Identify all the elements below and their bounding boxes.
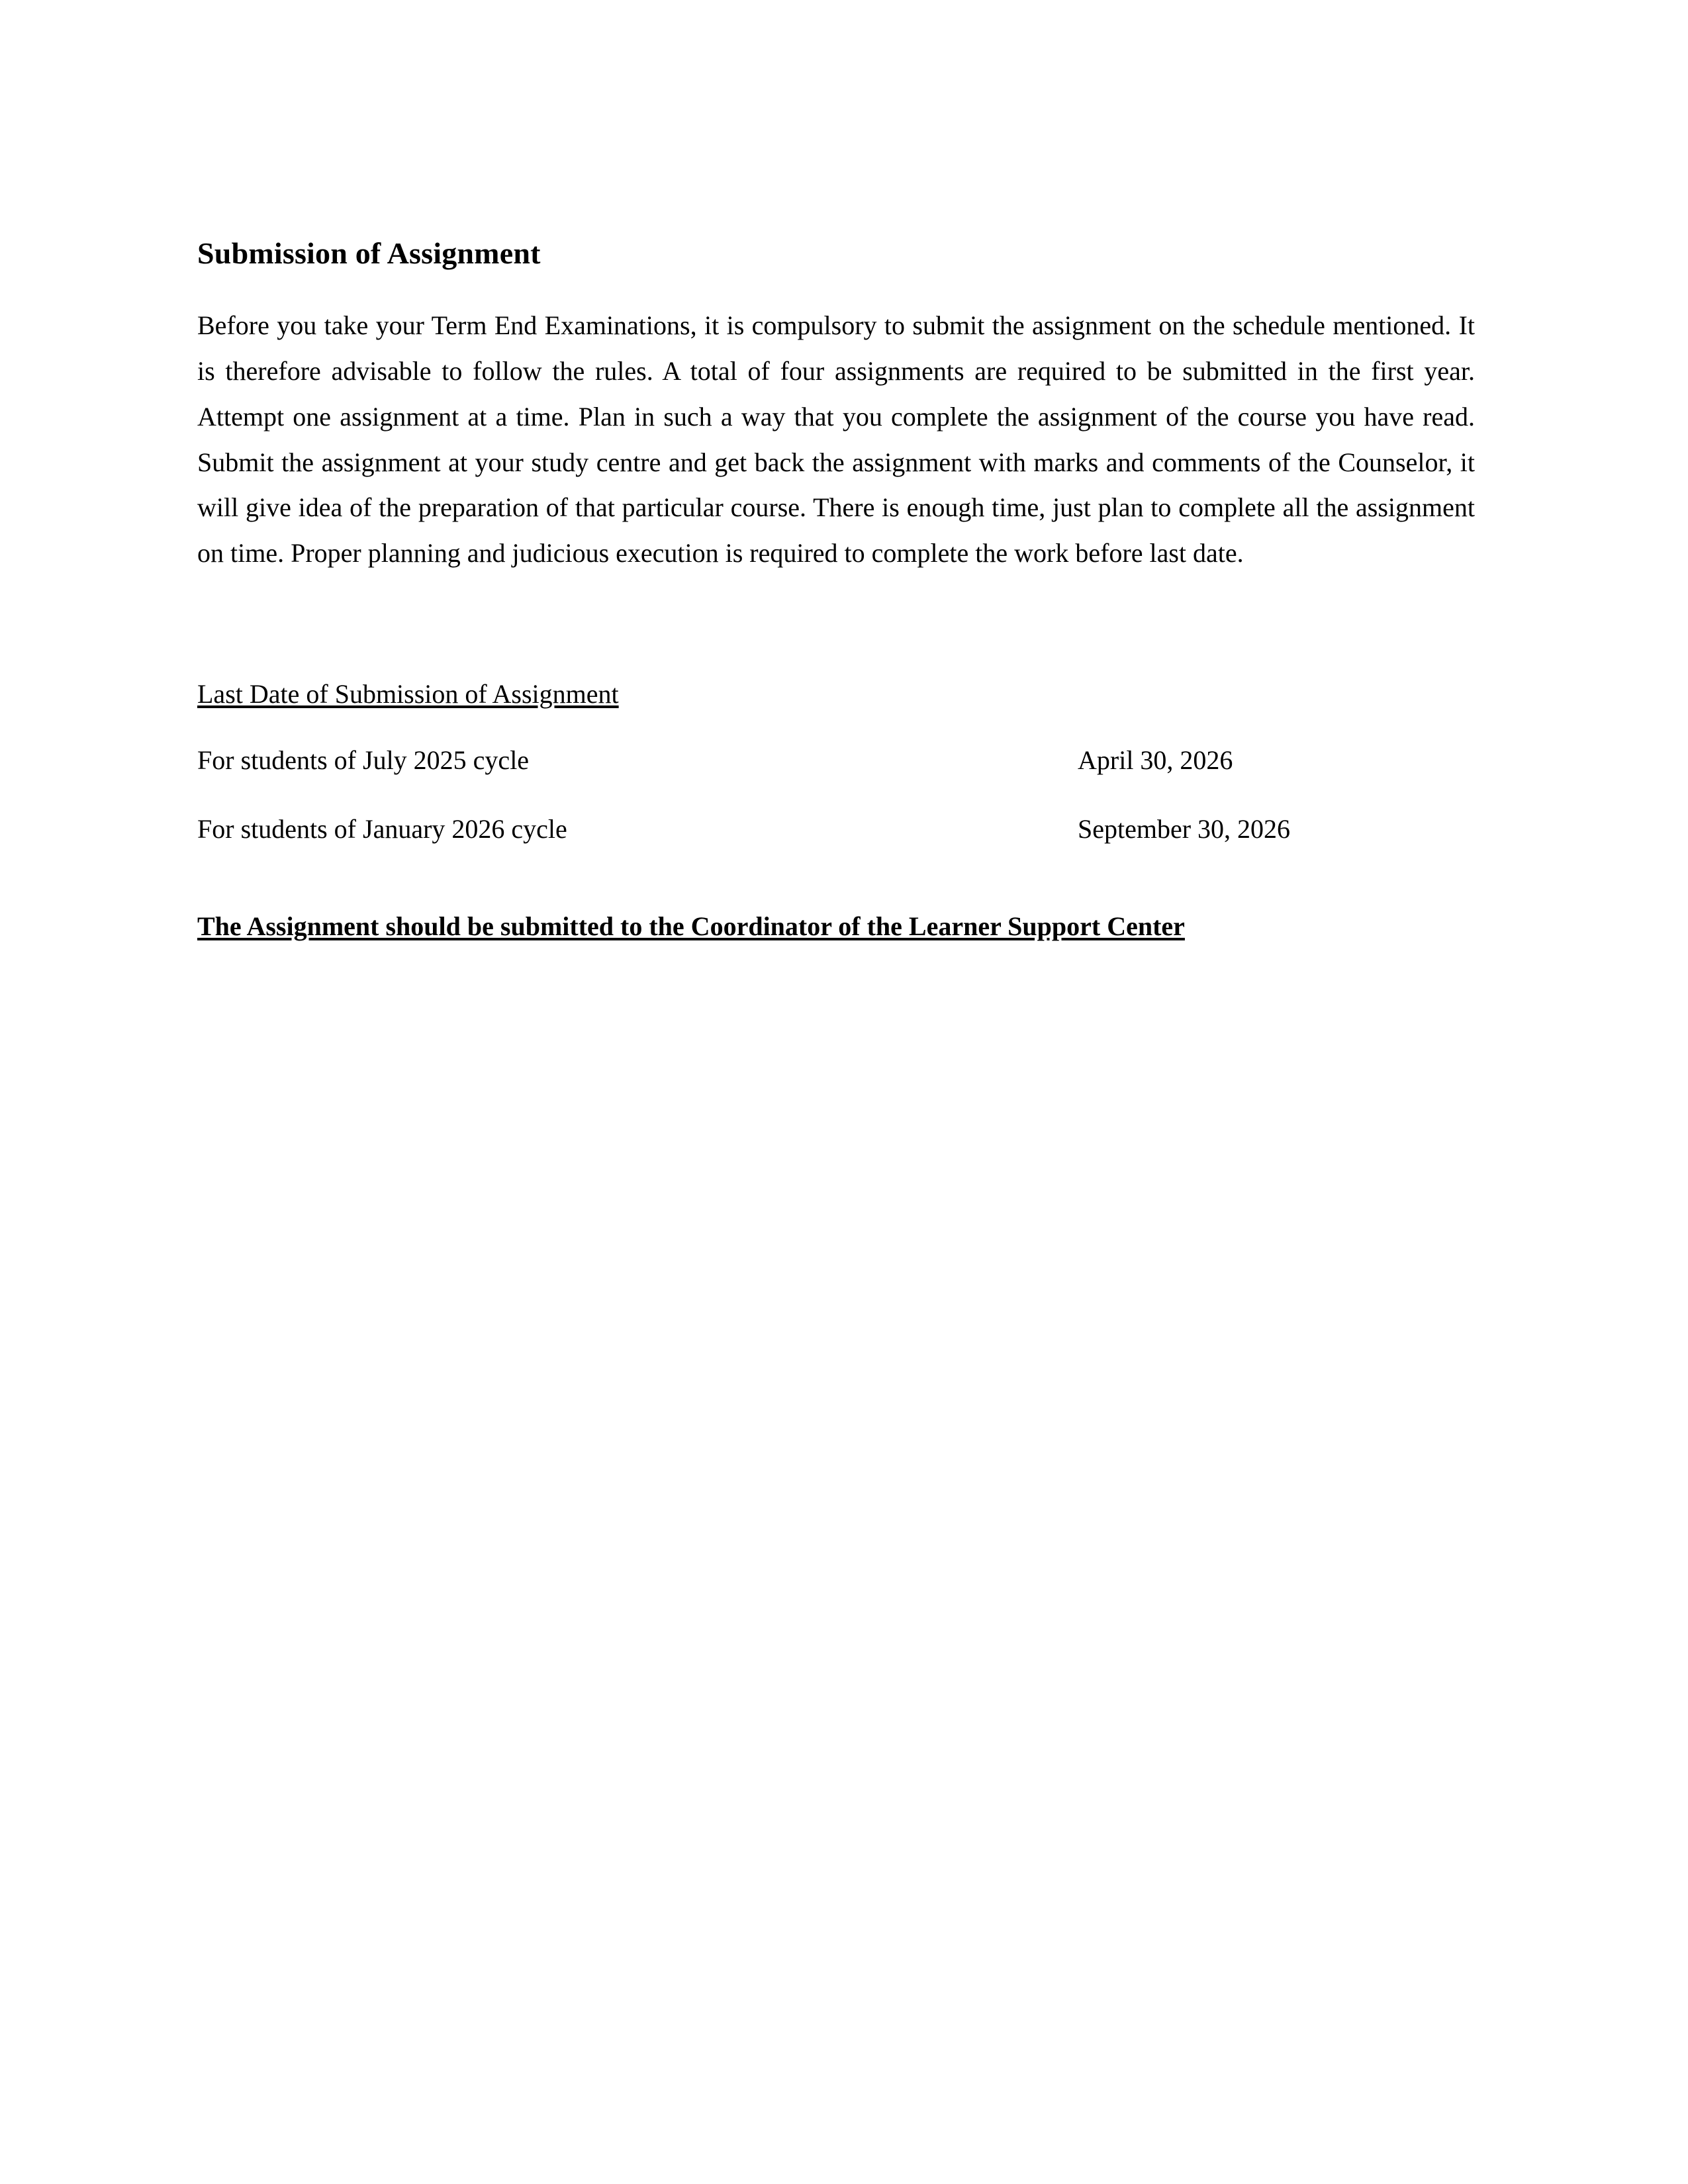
last-date-subheading: Last Date of Submission of Assignment bbox=[197, 678, 619, 709]
page-title: Submission of Assignment bbox=[197, 236, 541, 270]
date-row-label: For students of July 2025 cycle bbox=[197, 745, 530, 775]
note-spacer bbox=[197, 880, 1475, 907]
date-row-value: April 30, 2026 bbox=[1078, 745, 1233, 775]
section-spacer bbox=[197, 576, 1475, 676]
table-row bbox=[197, 742, 1475, 779]
date-row-value: September 30, 2026 bbox=[1078, 813, 1291, 844]
submission-note: The Assignment should be submitted to the Coordinator of the Learner Support Center bbox=[197, 911, 1185, 941]
table-row bbox=[197, 811, 1475, 848]
intro-paragraph: Before you take your Term End Examinations, it is compulsory to submit the assignment on the schedule mentioned. It is therefore advisable to follow the rules. A total of four assignments are required to be submitted in the first year. Attempt one assignment at a time. Plan in such a way that you complete the assignment of the course you have read. Submit the assignment at your study centre and get back the assignment with marks and comments of the Counselor, it will give idea of the preparation of that particular course. There is enough time, just plan to complete all the assignment on time. Proper planning and judicious execution is required to complete the work before last date. bbox=[197, 310, 1475, 569]
document-content bbox=[197, 235, 1475, 946]
date-row-label: For students of January 2026 cycle bbox=[197, 813, 567, 844]
